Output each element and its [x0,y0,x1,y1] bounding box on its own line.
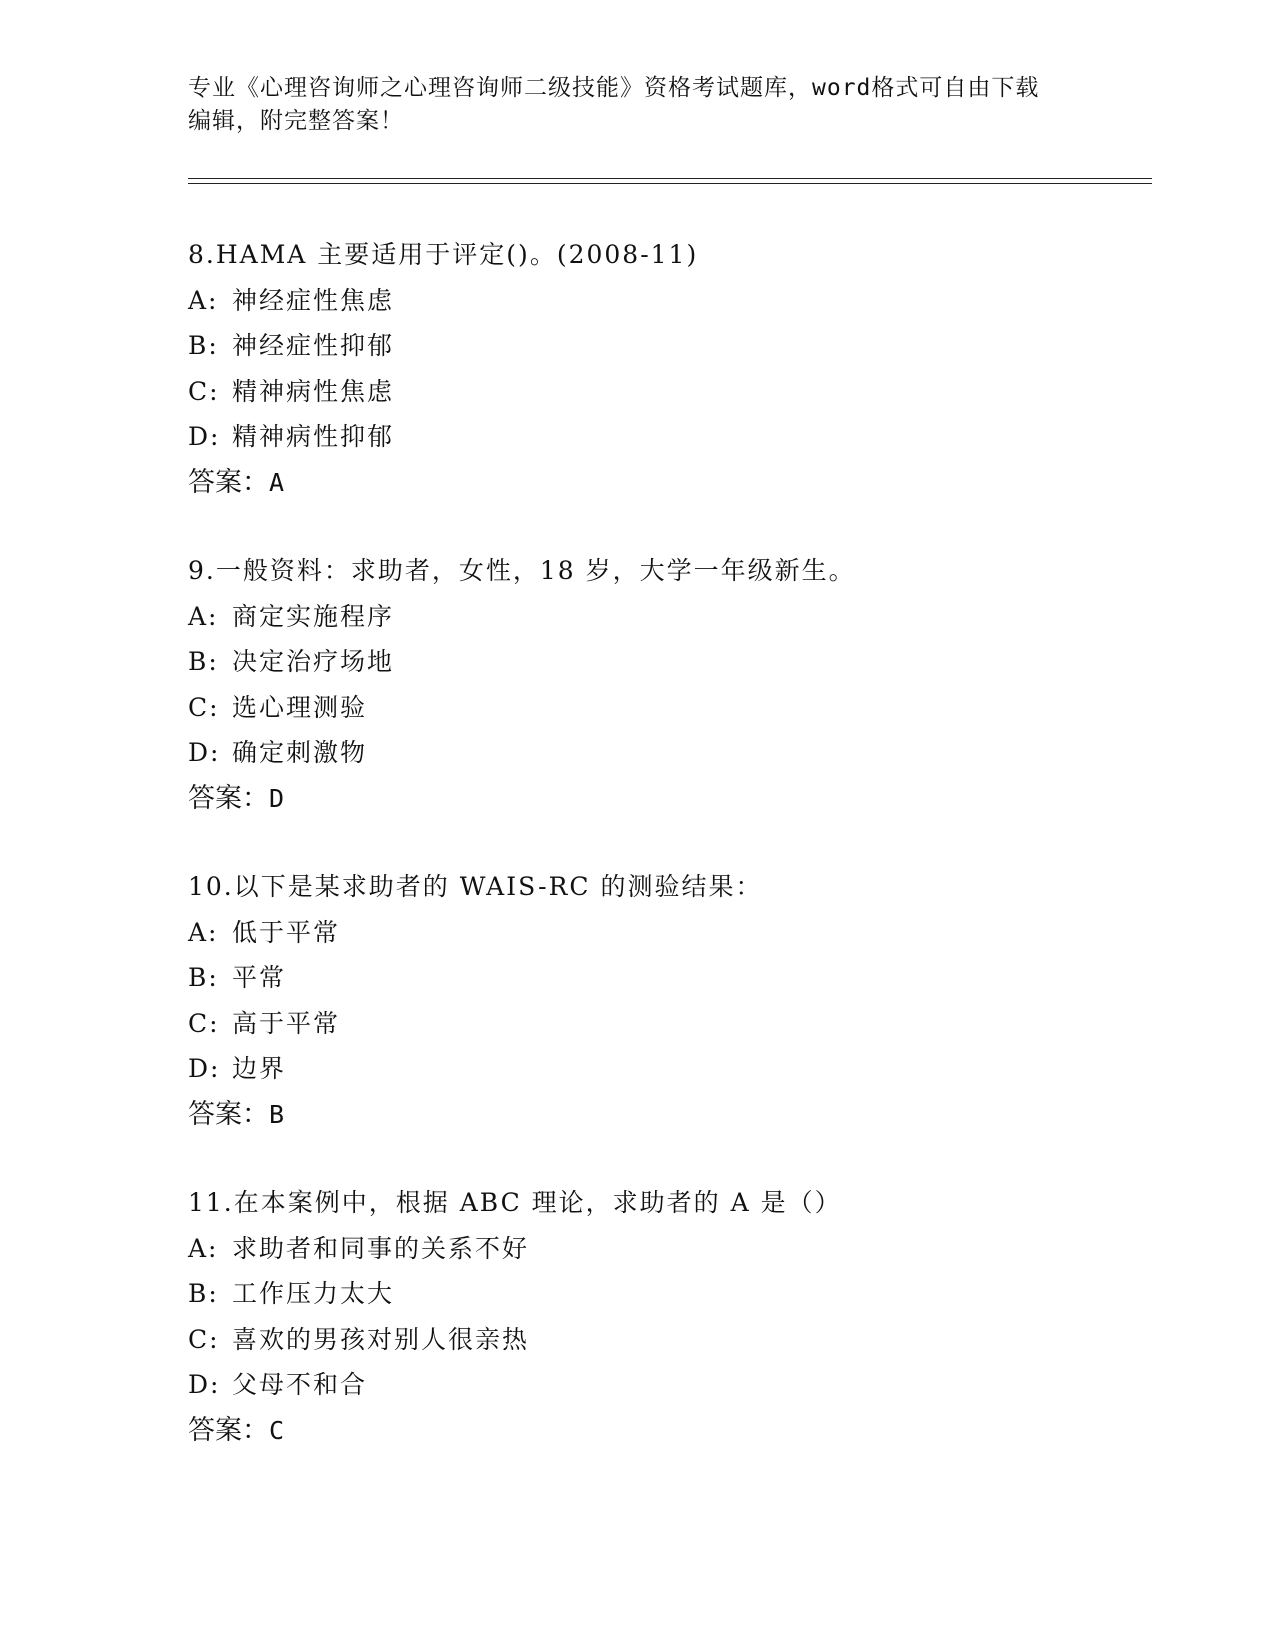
option-c [188,1001,1188,1047]
option-text: 平常 [232,963,287,992]
option-text: 选心理测验 [232,692,368,722]
answer-label: 答案： [188,1098,269,1130]
option-b [188,1271,1188,1317]
option-letter: A: [188,285,219,315]
option-letter: A: [188,601,219,631]
option-c [188,685,1188,731]
answer-line [188,1408,1188,1454]
option-letter: C: [188,1324,220,1354]
option-d [188,1046,1188,1092]
answer-label: 答案： [188,466,269,498]
option-a [188,278,1188,324]
option-text: 神经症性抑郁 [232,331,395,360]
question-stem: 9.一般资料：求助者，女性，18 岁，大学一年级新生。 [188,556,856,585]
option-b [188,955,1188,1001]
option-letter: A: [188,917,219,947]
answer-line [188,776,1188,822]
option-letter: D: [188,1370,221,1399]
header-divider-top [188,178,1152,179]
option-text: 求助者和同事的关系不好 [232,1233,530,1263]
option-letter: C: [188,376,220,406]
option-text: 精神病性焦虑 [232,376,395,406]
answer-label: 答案： [188,782,269,814]
question-block-8 [188,232,1188,505]
option-letter: C: [188,1008,220,1038]
option-letter: B: [188,331,219,360]
question-stem: 8.HAMA 主要适用于评定()。(2008-11) [188,240,699,269]
option-d [188,414,1188,460]
option-c [188,369,1188,415]
answer-line [188,1092,1188,1138]
option-letter: B: [188,1279,219,1308]
option-c [188,1317,1188,1363]
answer-label: 答案： [188,1414,269,1446]
option-letter: C: [188,692,220,722]
option-d [188,730,1188,776]
header-line-1: 专业《心理咨询师之心理咨询师二级技能》资格考试题库，word格式可自由下载 [188,75,1040,101]
question-block-10 [188,864,1188,1137]
option-a [188,1226,1188,1272]
answer-line [188,460,1188,506]
option-text: 高于平常 [232,1008,341,1038]
option-text: 父母不和合 [232,1370,368,1399]
header-divider-bottom [188,183,1152,184]
answer-value: C [269,1415,285,1445]
question-stem: 10.以下是某求助者的 WAIS-RC 的测验结果： [188,872,763,901]
option-text: 工作压力太大 [232,1279,395,1308]
option-b [188,323,1188,369]
question-stem: 11.在本案例中，根据 ABC 理论，求助者的 A 是（） [188,1188,842,1217]
option-a [188,594,1188,640]
option-letter: B: [188,963,219,992]
option-letter: A: [188,1233,219,1263]
option-text: 确定刺激物 [232,738,368,767]
option-letter: D: [188,1054,221,1083]
option-text: 喜欢的男孩对别人很亲热 [232,1324,530,1354]
option-text: 低于平常 [232,917,341,947]
option-text: 边界 [232,1054,287,1083]
answer-value: B [269,1099,285,1129]
question-block-9 [188,548,1188,821]
document-header [188,72,1068,138]
option-letter: D: [188,422,221,451]
option-text: 决定治疗场地 [232,647,395,676]
option-d [188,1362,1188,1408]
option-text: 商定实施程序 [232,601,395,631]
option-a [188,910,1188,956]
option-b [188,639,1188,685]
option-text: 精神病性抑郁 [232,422,395,451]
option-text: 神经症性焦虑 [232,285,395,315]
question-block-11 [188,1180,1188,1453]
option-letter: B: [188,647,219,676]
header-line-2: 编辑，附完整答案！ [188,108,404,134]
answer-value: A [269,467,285,497]
answer-value: D [269,783,285,813]
option-letter: D: [188,738,221,767]
